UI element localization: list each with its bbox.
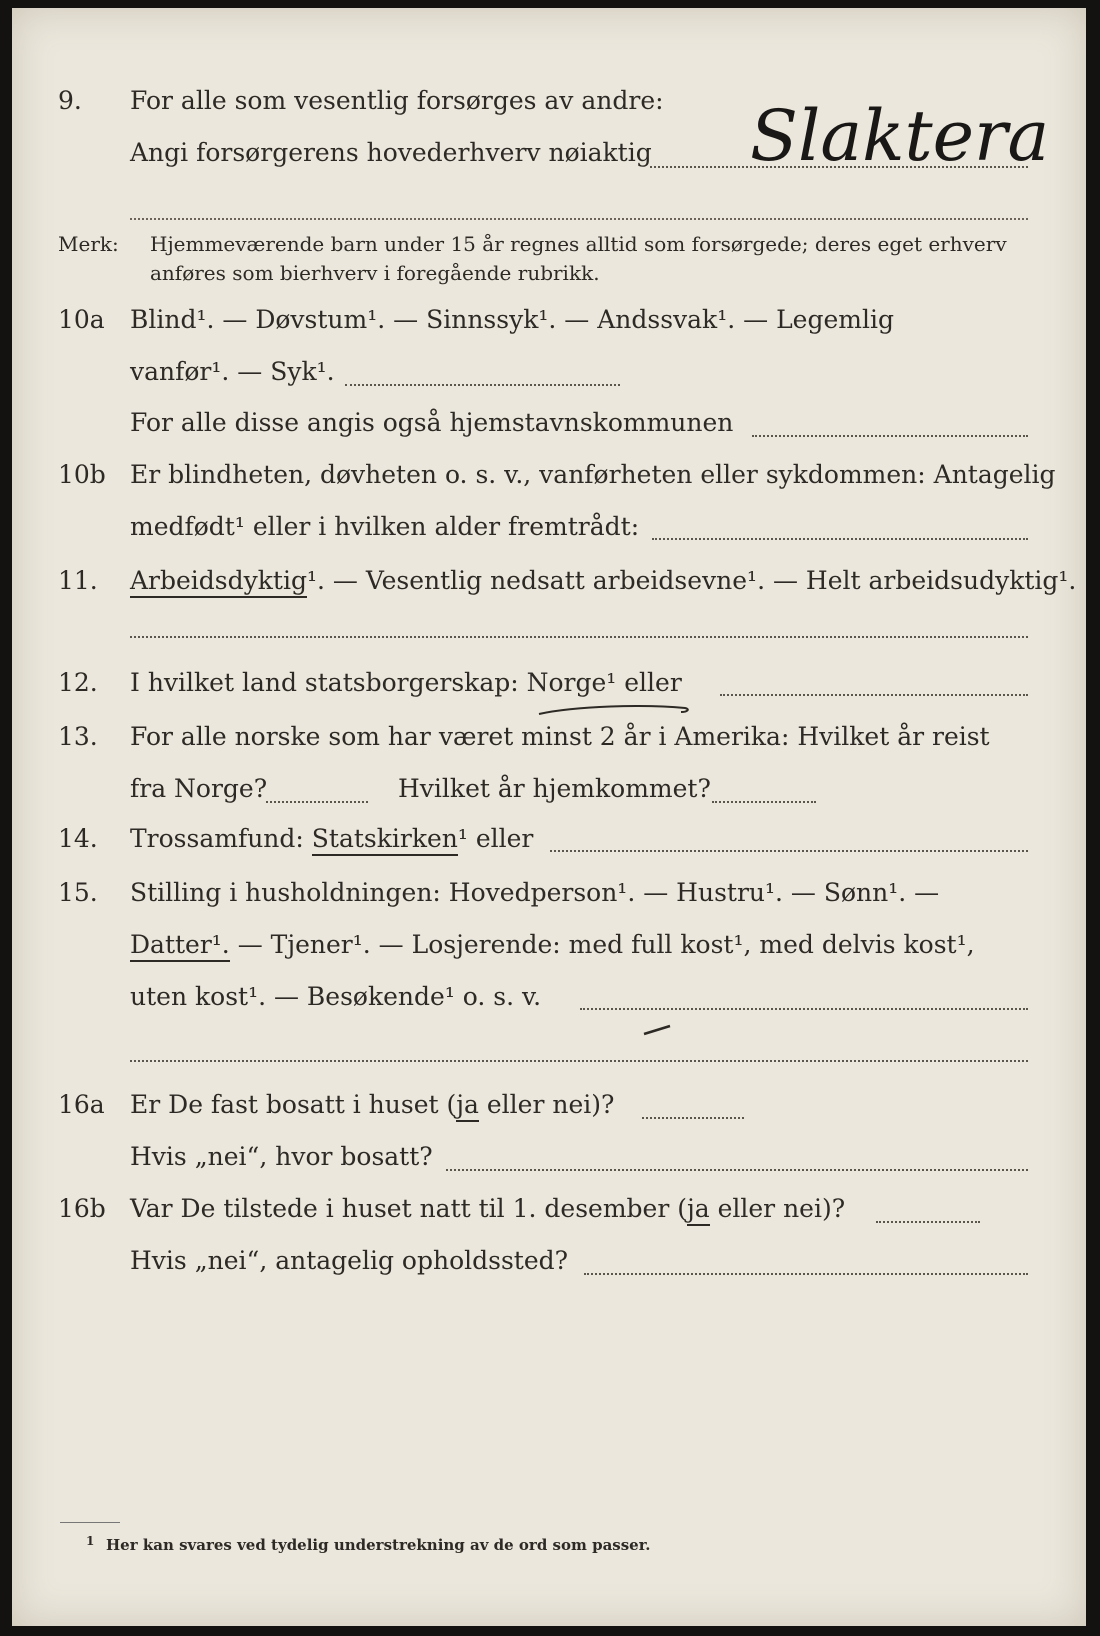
q10a-syk-dotted-line	[345, 384, 620, 386]
footnote	[86, 1534, 651, 1554]
q13-reist-dotted-line	[266, 801, 368, 803]
footnote-text: Her kan svares ved tydelig understrekning av de ord som passer.	[106, 1536, 651, 1554]
q15-pen-mark	[640, 1020, 680, 1040]
q13-text-line1: For alle norske som har været minst 2 år i Amerika: Hvilket år reist	[130, 722, 990, 751]
q12-number: 12.	[58, 668, 98, 697]
q12-dotted-line	[720, 694, 1028, 696]
q15-dotted-line	[580, 1008, 1028, 1010]
q10a-number: 10a	[58, 305, 105, 334]
q16a-text-line2: Hvis „nei“, hvor bosatt?	[130, 1142, 433, 1171]
merk-text-line2: anføres som bierhverv i foregående rubrikk.	[150, 261, 600, 285]
q15-text-line3: uten kost¹. — Besøkende¹ o. s. v.	[130, 982, 542, 1011]
q16b-underlined-ja: ja	[687, 1194, 710, 1226]
q11-underlined-option: Arbeidsdyktig	[130, 566, 307, 598]
q10b-number: 10b	[58, 460, 106, 489]
q15-text-line2	[130, 928, 975, 962]
q15-text-line1: Stilling i husholdningen: Hovedperson¹. — Hustru¹. — Sønn¹. —	[130, 878, 940, 907]
q14-text	[130, 822, 533, 856]
q12-text	[130, 666, 682, 700]
q15-extra-dotted-line	[130, 1060, 1028, 1062]
q13-text-line2a: fra Norge?	[130, 774, 268, 803]
q10b-dotted-line	[652, 538, 1028, 540]
q16b-number: 16b	[58, 1194, 106, 1223]
q11-number: 11.	[58, 566, 98, 595]
q16a-dotted-line	[642, 1117, 744, 1119]
q13-hjemkommet-dotted-line	[712, 801, 816, 803]
q9-text-line1: For alle som vesentlig forsørges av andre:	[130, 86, 664, 115]
q16b-text-start: Var De tilstede i huset natt til 1. desember (	[130, 1194, 687, 1223]
q16a-underlined-ja: ja	[456, 1090, 479, 1122]
q9-text-line2: Angi forsørgerens hovederhverv nøiaktig	[130, 138, 652, 167]
footnote-rule	[60, 1522, 120, 1523]
q16a-bosatt-dotted-line	[446, 1169, 1028, 1171]
footnote-mark: 1	[86, 1534, 95, 1548]
q10b-text-line2: medfødt¹ eller i hvilken alder fremtrådt:	[130, 512, 640, 541]
q16a-text-start: Er De fast bosatt i huset (	[130, 1090, 457, 1119]
q13-text-line2b: Hvilket år hjemkommet?	[398, 774, 711, 803]
q16b-text-line1	[130, 1192, 845, 1226]
q12-handwritten-underline	[535, 700, 695, 720]
q12-text-start: I hvilket land statsborgerskap:	[130, 668, 527, 697]
merk-label: Merk:	[58, 232, 119, 256]
q16b-text-end: eller nei)?	[709, 1194, 846, 1223]
q12-text-end: ¹ eller	[606, 668, 682, 697]
q15-number: 15.	[58, 878, 98, 907]
merk-text-line1: Hjemmeværende barn under 15 år regnes alltid som forsørgede; deres eget erhverv	[150, 232, 1007, 256]
q10a-kommune-dotted-line	[752, 435, 1028, 437]
q16b-text-line2: Hvis „nei“, antagelig opholdssted?	[130, 1246, 569, 1275]
handwritten-answer	[740, 50, 1060, 200]
q14-underlined-option: Statskirken	[312, 824, 458, 856]
q16b-dotted-line	[876, 1221, 980, 1223]
q15-underlined-option: Datter¹.	[130, 930, 230, 962]
q16a-text-end: eller nei)?	[478, 1090, 615, 1119]
q16b-opholdssted-dotted-line	[584, 1273, 1028, 1275]
q14-text-start: Trossamfund:	[130, 824, 312, 853]
q10b-text-line1: Er blindheten, døvheten o. s. v., vanførheten eller sykdommen: Antagelig	[130, 460, 1056, 489]
q12-underlined-option: Norge	[526, 668, 607, 697]
q14-number: 14.	[58, 824, 98, 853]
separator-rule	[130, 218, 1028, 220]
q15-text-line2-rest: — Tjener¹. — Losjerende: med full kost¹, med delvis kost¹,	[229, 930, 975, 959]
q11-text	[130, 564, 1076, 598]
q10a-text-line1: Blind¹. — Døvstum¹. — Sinnssyk¹. — Andssvak¹. — Legemlig	[130, 305, 894, 334]
q10a-text-line3: For alle disse angis også hjemstavnskommunen	[130, 408, 734, 437]
q9-handwritten-answer: Slaktera	[750, 95, 1050, 177]
q14-text-end: ¹ eller	[457, 824, 534, 853]
q9-number: 9.	[58, 86, 82, 115]
q10a-text-line2: vanfør¹. — Syk¹.	[130, 357, 335, 386]
q14-dotted-line	[550, 850, 1028, 852]
q13-number: 13.	[58, 722, 98, 751]
q16a-text-line1	[130, 1088, 614, 1122]
q11-dotted-line	[130, 636, 1028, 638]
q16a-number: 16a	[58, 1090, 105, 1119]
q11-text-rest: ¹. — Vesentlig nedsatt arbeidsevne¹. — Helt arbeidsudyktig¹.	[306, 566, 1077, 595]
